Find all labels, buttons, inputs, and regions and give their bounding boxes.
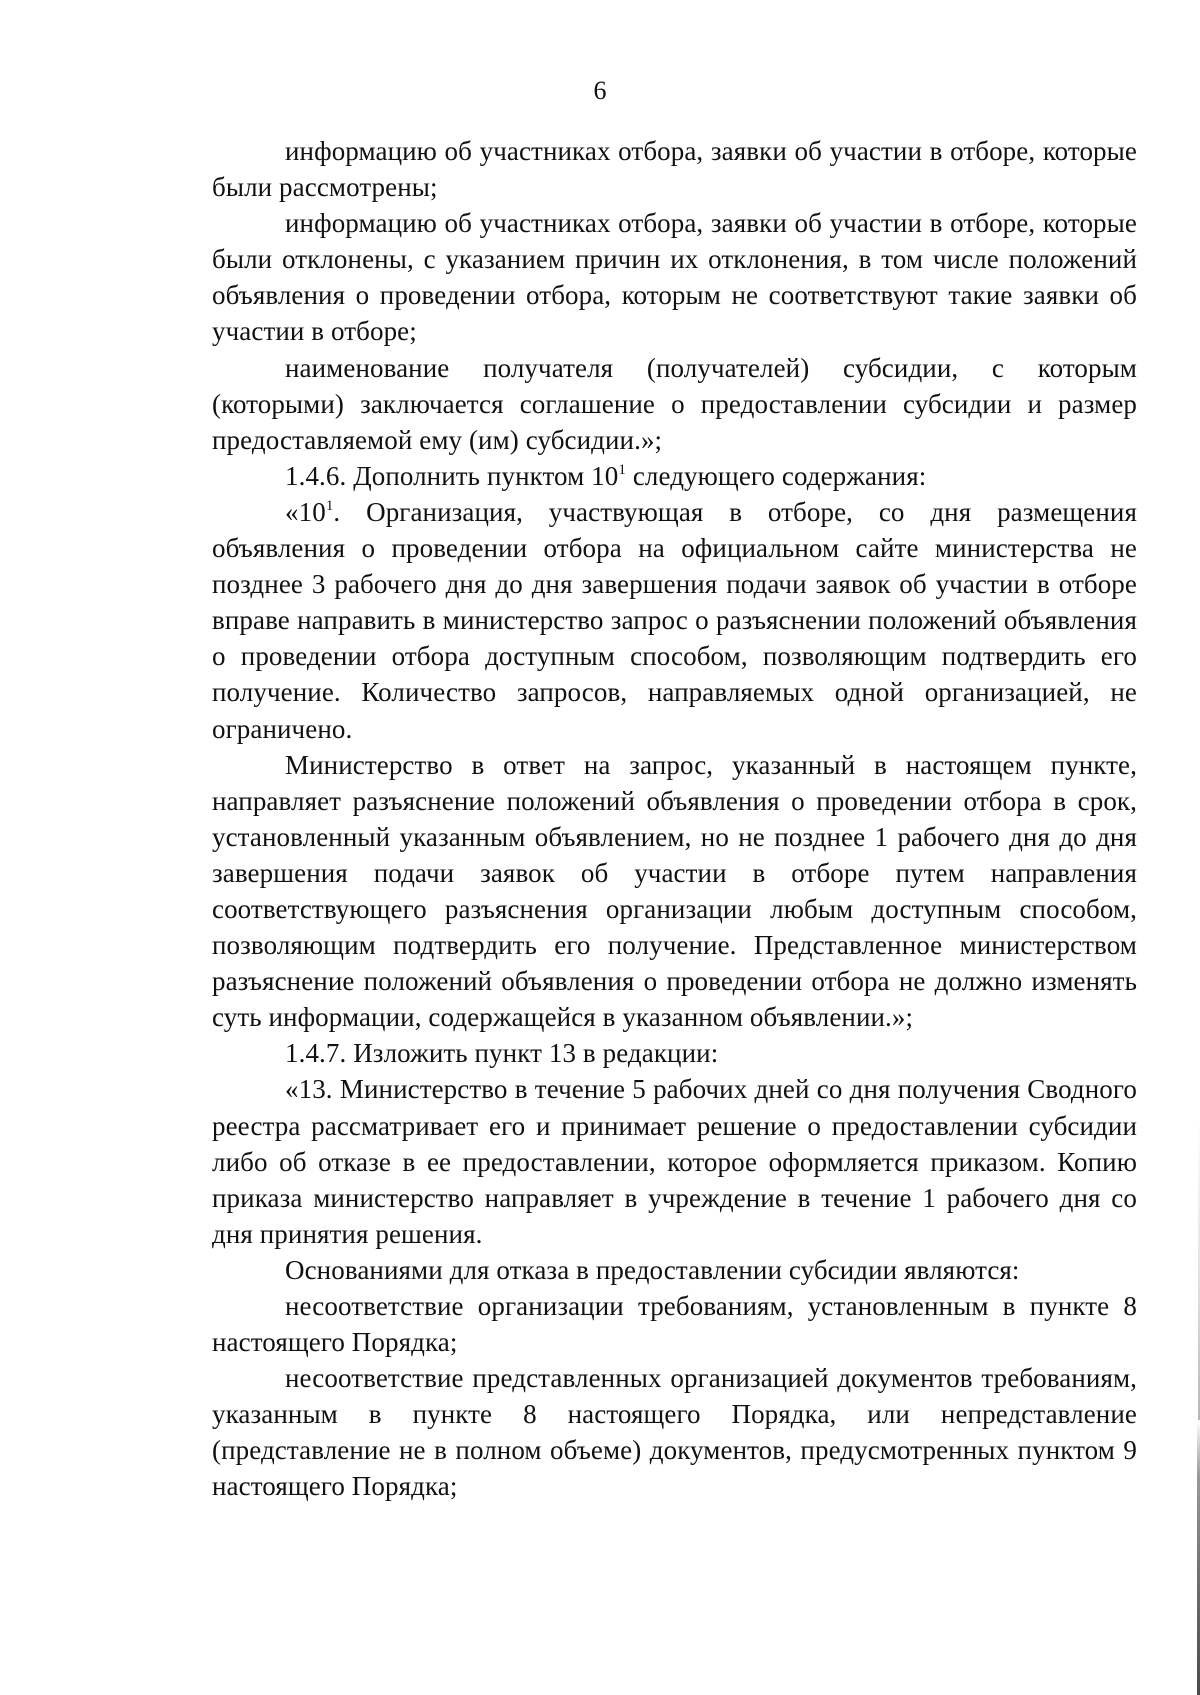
paragraph-rejected-applications: информацию об участниках отбора, заявки об участии в отборе, которые были отклонены, с указанием причин их отклонения, в том числе положений объявления о проведении отбора, которым не соответствуют такие заявки об участии в отборе; <box>212 208 1137 347</box>
point-10-1-text-start: «10 <box>285 496 326 527</box>
paragraph-clause-1-4-6 <box>212 458 1137 494</box>
paragraph-point-10-1 <box>212 494 1137 747</box>
clause-1-4-6-text-start: 1.4.6. Дополнить пунктом 10 <box>285 460 619 491</box>
clause-1-4-6-superscript: 1 <box>618 461 626 478</box>
paragraph-refusal-ground-2: несоответствие представленных организацией документов требованиям, указанным в пункте 8 настоящего Порядка, или непредставление (представление не в полном объеме) документов, предусмотренных пунктом 9 настоящего Порядка; <box>212 1363 1137 1502</box>
document-body <box>212 133 1137 1505</box>
paragraph-refusal-grounds: Основаниями для отказа в предоставлении субсидии являются: <box>285 1254 1020 1285</box>
page-number: 6 <box>593 76 607 105</box>
paragraph-clause-1-4-7: 1.4.7. Изложить пункт 13 в редакции: <box>285 1038 719 1069</box>
clause-1-4-6-text-end: следующего содержания: <box>625 460 927 491</box>
paragraph-subsidy-recipients: наименование получателя (получателей) субсидии, с которым (которыми) заключается соглашение о предоставлении субсидии и размер предоставляемой ему (им) субсидии.»; <box>212 352 1137 455</box>
paragraph-point-13: «13. Министерство в течение 5 рабочих дней со дня получения Сводного реестра рассматривает его и принимает решение о предоставлении субсидии либо об отказе в ее предоставлении, которое оформляется приказом. Копию приказа министерство направляет в учреждение в течение 1 рабочего дня со дня принятия решения. <box>212 1074 1137 1249</box>
point-10-1-superscript: 1 <box>325 497 334 514</box>
paragraph-refusal-ground-1: несоответствие организации требованиям, установленным в пункте 8 настоящего Порядка; <box>212 1291 1137 1358</box>
paragraph-ministry-clarification: Министерство в ответ на запрос, указанный в настоящем пункте, направляет разъяснение положений объявления о проведении отбора в срок, установленный указанным объявлением, но не позднее 1 рабочего дня до дня завершения подачи заявок об участии в отборе путем направления соответствующего разъяснения организации любым доступным способом, позволяющим подтвердить его получение. Представленное министерством разъяснение положений объявления о проведении отбора не должно изменять суть информации, содержащейся в указанном объявлении.»; <box>212 749 1137 1033</box>
point-10-1-text-end: . Организация, участвующая в отборе, со дня размещения объявления о проведении отбора на официальном сайте министерства не позднее 3 рабочего дня до дня завершения подачи заявок об участии в отборе вправе направить в министерство запрос о разъяснении положений объявления о проведении отбора доступным способом, позволяющим подтвердить его получение. Количество запросов, направляемых одной организацией, не ограничено. <box>212 496 1137 744</box>
paragraph-considered-applications: информацию об участниках отбора, заявки об участии в отборе, которые были рассмотрены; <box>212 136 1137 203</box>
